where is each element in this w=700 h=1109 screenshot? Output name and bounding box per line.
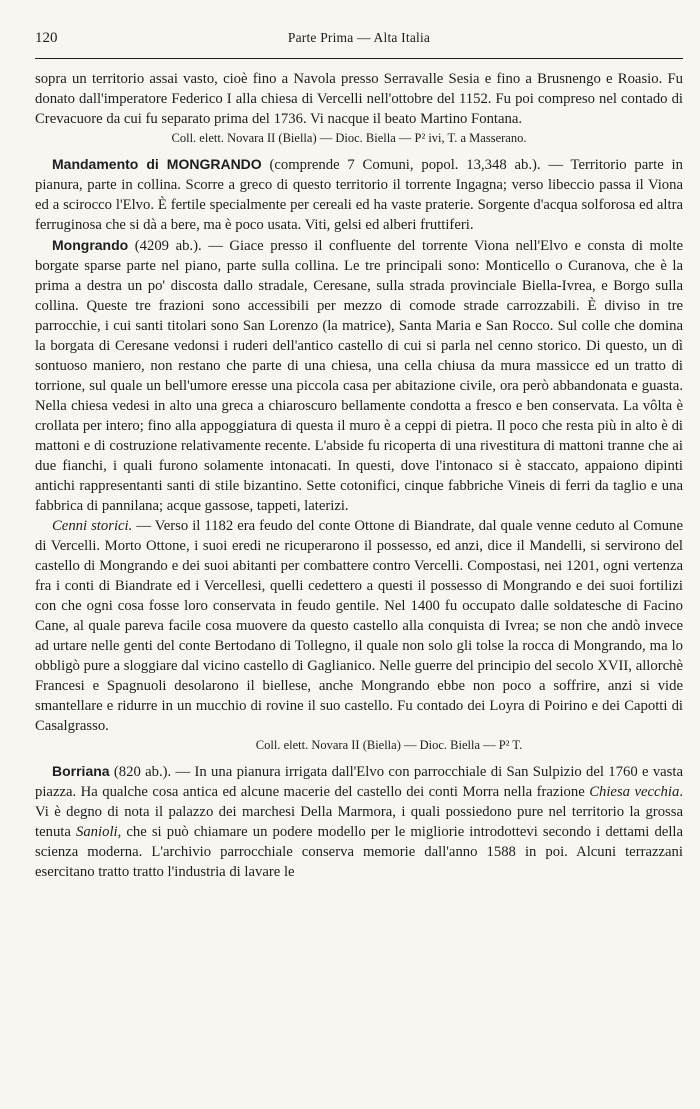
intro-paragraph: sopra un territorio assai vasto, cioè fino a Navola presso Serravalle Sesia e fino a Brusnengo e Roasio. Fu donato dall'imperatore Federico I alla chiesa di Vercelli nell'ottobre del 1152. Fu poi compreso nel contado di Crevacuore da cui fu separato prima del 1736. Vi nacque il beato Martino Fontana. <box>35 71 683 127</box>
header-rule <box>35 58 683 59</box>
cenni-storici-heading: Cenni storici. <box>52 518 133 534</box>
mandamento-text: (comprende 7 Comuni, popol. 13,348 ab.). — Territorio parte in pianura, parte in collina. Scorre a greco di questo territorio il torrente Ingagna; verso libeccio passa il Viona ed a scirocco l'Elvo. È fertile specialmente per cereali ed ha vaste praterie. Sorgente d'acqua solforosa ed altra ferruginosa che si dà a bere, ma è poco usata. Viti, gelsi ed alberi fruttiferi. <box>35 157 683 233</box>
borriana-text-1: (820 ab.). — In una pianura irrigata dall'Elvo con parrocchiale di San Sulpizio del 1760 e vasta piazza. Ha qualche cosa antica ed alcune macerie del castello dei conti Morra nella frazione <box>35 764 683 800</box>
running-title: Parte Prima — Alta Italia <box>287 30 431 45</box>
borriana-text-3: , che si può chiamare un podere modello per le migliorie introdottevi secondo i dettami della scienza moderna. L'archivio parrocchiale conserva memorie dall'anno 1588 in poi. Alcuni terrazzani esercitano tratto tratto l'industria di lavare le <box>35 824 683 880</box>
body-text <box>35 69 683 882</box>
borriana-heading: Borriana <box>52 763 110 779</box>
mandamento-heading: Mandamento di MONGRANDO <box>52 156 262 172</box>
borriana-paragraph <box>35 761 683 882</box>
running-head <box>35 30 683 52</box>
borriana-text-2: . Vi è degno di nota il palazzo dei marchesi Della Marmora, i quali possiedono pure nel territorio la grossa tenuta <box>35 784 683 840</box>
citation-mongrando: Coll. elett. Novara II (Biella) — Dioc. Biella — P² T. <box>255 738 523 752</box>
borriana-italic-sanioli: Sanioli <box>75 824 118 840</box>
mongrando-text: (4209 ab.). — Giace presso il confluente del torrente Viona nell'Elvo e consta di molte borgate sparse parte nel piano, parte sulla collina. Le tre principali sono: Monticello o Curanova, che è la prima a destra un po' discosta dallo stradale, Ceresane, sulla strada provinciale Biella-Ivrea, e Borgo sulla collina. Queste tre frazioni sono accessibili per mezzo di comode strade carrozzabili. È diviso in tre parrocchie, i cui santi titolari sono San Lorenzo (la matrice), Santa Maria e San Rocco. Sul colle che domina la borgata di Ceresane vedonsi i ruderi dell'antico castello di cui si parla nel cenno storico. Di questo, un dì sontuoso maniero, non restano che parte di una chiesa, una cella chiusa da mura massicce ed un tratto di torrione, sul quale un bell'umore eresse una piccola casa per abitazione civile, ora però abbandonata e guasta. Nella chiesa vedesi in alto una greca a chiaroscuro bellamente condotta a fresco e ben conservata. La vôlta è crollata per intero; fino alla appoggiatura di questa il muro è a ceppi di pietra. Il poco che resta più in alto è di mattoni e di costruzione relativamente recente. L'abside fu ricoperta di una rivestitura di mattoni tranne che ai due fianchi, i quali furono solamente intonacati. In questi, dove l'intonaco si è staccato, appaiono dipinti antichi rappresentanti santi di stile bizantino. Sette cotonifici, cinque fabbriche Vineis di ferri da taglio e una fabbrica di pannilana; acque gassose, tappeti, laterizi. <box>35 238 683 514</box>
cenni-storici-paragraph <box>35 516 683 736</box>
citation-masserano: Coll. elett. Novara II (Biella) — Dioc. Biella — P² ivi, T. a Masserano. <box>171 131 527 145</box>
cenni-storici-text: — Verso il 1182 era feudo del conte Ottone di Biandrate, dal quale venne ceduto al Comune di Vercelli. Morto Ottone, i suoi eredi ne ricuperarono il possesso, ed anzi, dice il Mandelli, si servirono del castello di Mongrando e dei suoi abitanti per combattere contro Vercelli. Compostasi, nei 1201, ogni vertenza fra i conti di Biandrate ed i Vercellesi, quelli cedettero a questi il possesso di Mongrando e dei suoi fortilizi con che ogni cosa fosse loro conservata in feudo gentile. Nel 1400 fu occupato dalle soldatesche di Facino Cane, al quale pareva facile cosa muovere da questo castello alla conquista di Ivrea; se non che andò invece ad urtare nelle genti del conte Bertodano di Tollegno, il quale non solo gli tolse la rocca di Mongrando, ma lo obbligò pure a sloggiare dal vicino castello di Gaglianico. Nelle guerre del principio del secolo XVII, allorchè Francesi e Spagnuoli desolarono il biellese, anche Mongrando ebbe non poco a soffrire, anzi si vide smantellare e ridurre in un mucchio di rovine il suo castello. Fu contado dei Loyra di Poirino e dei Capotti di Casalgrasso. <box>35 518 684 734</box>
page-number: 120 <box>35 30 58 46</box>
mandamento-paragraph <box>35 154 683 235</box>
borriana-italic-chiesa: Chiesa vecchia <box>589 784 680 800</box>
mongrando-paragraph <box>35 235 683 516</box>
mongrando-heading: Mongrando <box>52 237 129 253</box>
